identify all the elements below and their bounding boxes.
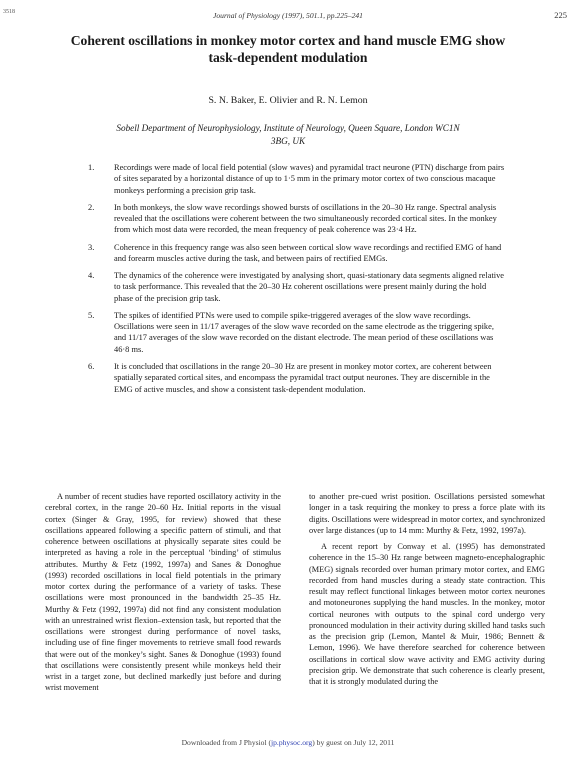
summary-item: [88, 202, 506, 236]
summary-item: [88, 310, 506, 355]
summary-item-number: 4.: [88, 271, 95, 281]
summary-item: [88, 361, 506, 395]
summary-item-text: Coherence in this frequency range was also seen between cortical slow wave recordings and rectified EMG of hand and forearm muscles active during the task, and between pairs of rectified EMGs.: [114, 242, 502, 263]
summary-item-text: The spikes of identified PTNs were used to compile spike-triggered averages of the slow wave recordings. Oscillations were seen in 11/17 averages of the slow wave recorded on the same electrode as the triggering spike, and 11/17 averages of the slow wave recorded on the distant electrode. The mean period of these oscillations was 46·8 ms.: [114, 310, 494, 354]
footer-prefix: Downloaded from J Physiol (: [181, 738, 272, 747]
page-number: 225: [554, 10, 567, 20]
summary-item-number: 5.: [88, 310, 95, 320]
summary-item-number: 3.: [88, 242, 95, 252]
article-title: Coherent oscillations in monkey motor cortex and hand muscle EMG show task-dependent modulation: [70, 33, 506, 65]
summary-item-number: 6.: [88, 361, 95, 371]
summary-list: [88, 162, 506, 401]
page-code: 3518: [3, 9, 15, 15]
summary-item-text: The dynamics of the coherence were investigated by analysing short, quasi-stationary data segments aligned relative to task performance. This revealed that the 20–30 Hz coherent oscillations were present mainly during the hold phase of the precision grip task.: [114, 271, 505, 303]
download-footer: [0, 738, 576, 747]
summary-item: [88, 270, 506, 304]
summary-item-number: 1.: [88, 163, 95, 172]
author-affiliation: Sobell Department of Neurophysiology, Institute of Neurology, Queen Square, London WC1N 3BG, UK: [116, 123, 460, 146]
summary-item: [88, 242, 506, 265]
body-column-right: [309, 491, 545, 687]
journal-citation: Journal of Physiology (1997), 501.1, pp.225–241: [213, 11, 363, 20]
intro-paragraph-continued: to another pre-cued wrist position. Oscillations persisted somewhat longer in a task requiring the monkey to press a force plate with its digits. Oscillations were widespread in motor cortex, and synchronized over large distances (up to 14 mm: Murthy & Fetz, 1992, 1997a).: [309, 492, 545, 535]
summary-item: [88, 162, 506, 196]
summary-item-text: Recordings were made of local field potential (slow waves) and pyramidal tract neurone (PTN) discharge from pairs of sites separated by a horizontal distance of up to 1·5 mm in the primary motor cortex of two conscious macaque monkeys performing a precision grip task.: [114, 163, 505, 195]
summary-item-number: 2.: [88, 202, 95, 212]
intro-paragraph: A number of recent studies have reported oscillatory activity in the cerebral cortex, in the range 20–60 Hz. Initial reports in the visual cortex (Singer & Gray, 1995, for review) showed that these oscillations appeared following a specific pattern of stimuli, and that coherence between oscillations at physically separate sites could be interpreted as having a role in the perceptual ‘binding’ of stimulus attributes. Murthy & Fetz (1992, 1997a) and Sanes & Donoghue (1993) recorded oscillations in local field potentials in the primary motor cortex during the performance of a variety of tasks. These oscillations were most pronounced in the bandwidth 25–35 Hz. Murthy & Fetz (1992, 1997a) did not find any consistent modulation with an unrestrained wrist flexion–extension task, but reported that the oscillations were strongest during performance of novel tasks, including use of fine finger movements to retrieve small food rewards that were out of the monkey’s sight. Sanes & Donoghue (1993) found that oscillations were consistently present while monkeys held their wrist in a target zone, but declined markedly just before and during wrist movement: [45, 492, 281, 693]
body-column-left: [45, 491, 281, 694]
footer-suffix: ) by guest on July 12, 2011: [312, 738, 395, 747]
summary-item-text: It is concluded that oscillations in the range 20–30 Hz are present in monkey motor cortex, are coherent between spatially separated cortical sites, and encompass the pyramidal tract output neurones. They are discernible in the EMG of active muscles, and show a consistent task-dependent modulation.: [114, 361, 492, 394]
author-list: S. N. Baker, E. Olivier and R. N. Lemon: [208, 95, 368, 106]
footer-site-link[interactable]: jp.physoc.org: [271, 738, 313, 747]
summary-item-text: In both monkeys, the slow wave recordings showed bursts of oscillations in the 20–30 Hz range. Spectral analysis revealed that the oscillations were coherent between the two simultaneously recorded cortical sites. In the monkey from which most data were recorded, the mean frequency of peak coherence was 23·4 Hz.: [114, 202, 497, 235]
intro-paragraph: A recent report by Conway et al. (1995) has demonstrated coherence in the 15–30 Hz range between magneto-encephalographic (MEG) signals recorded over human primary motor cortex, and EMG recorded from hand muscles during a steady state contraction. This result may reflect functional linkages between motor cortex neurones and motoneurones supplying the hand muscles. In the monkey, motor cortical neurones with outputs to the spinal cord undergo very pronounced modulation in their activity during skilled hand tasks such as the precision grip (Lemon, Mantel & Muir, 1986; Bennett & Lemon, 1996). We have therefore searched for coherence between oscillations in cortical slow wave activity and EMG activity during precision grip. We demonstrate that such coherence is clearly present, that it is strongly modulated during the: [309, 542, 545, 686]
